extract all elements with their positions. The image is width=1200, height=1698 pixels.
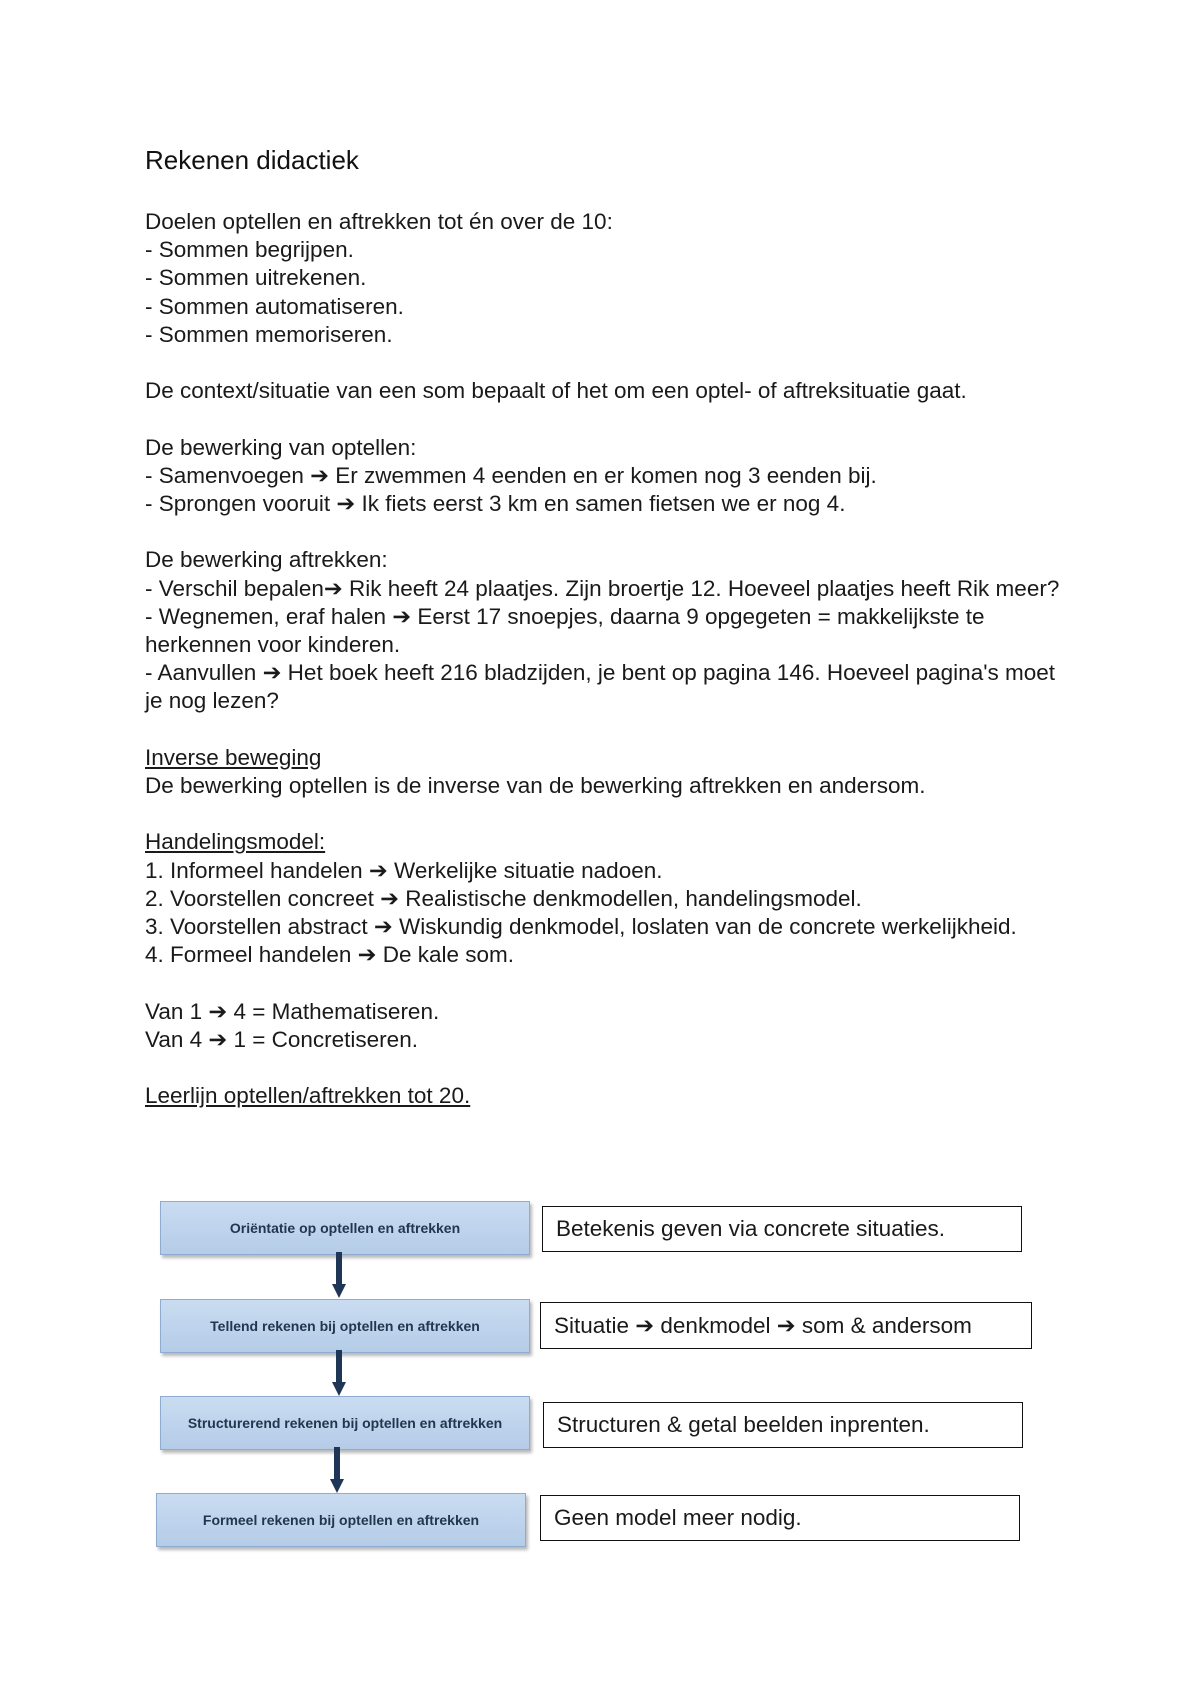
text-line: Van 1 ➔ 4 = Mathematiseren. (145, 998, 440, 1024)
flow-note-2: Situatie ➔ denkmodel ➔ som & andersom (540, 1302, 1032, 1349)
section-heading: Inverse beweging (145, 744, 322, 770)
flow-step-formeel: Formeel rekenen bij optellen en aftrekken (156, 1493, 526, 1547)
text-line: - Sprongen vooruit ➔ Ik fiets eerst 3 km en samen fietsen we er nog 4. (145, 491, 846, 516)
text-line: - Verschil bepalen➔ Rik heeft 24 plaatjes. Zijn broertje 12. Hoeveel plaatjes heeft Rik meer? (145, 575, 1060, 601)
section-heading: Leerlijn optellen/aftrekken tot 20. (145, 1083, 471, 1109)
section-heading: Handelingsmodel: (145, 829, 326, 855)
blank-line (145, 969, 1075, 997)
text-line: - Samenvoegen ➔ Er zwemmen 4 eenden en er komen nog 3 eenden bij. (145, 462, 877, 488)
text-line: - Sommen memoriseren. (145, 321, 393, 347)
text-line: De context/situatie van een som bepaalt of het om een optel- of aftreksituatie gaat. (145, 378, 967, 404)
blank-line (145, 1054, 1075, 1082)
text-line: 2. Voorstellen concreet ➔ Realistische denkmodellen, handelingsmodel. (145, 885, 862, 911)
down-arrow-icon (330, 1447, 344, 1493)
blank-line (145, 716, 1075, 744)
text-line: - Aanvullen ➔ Het boek heeft 216 bladzijden, je bent op pagina 146. Hoeveel pagina's moet je nog lezen? (145, 660, 1056, 714)
text-line: - Sommen automatiseren. (145, 293, 404, 319)
blank-line (145, 405, 1075, 433)
text-line: De bewerking optellen is de inverse van de bewerking aftrekken en andersom. (145, 773, 926, 798)
text-line: - Sommen begrijpen. (145, 237, 354, 263)
flow-note-1: Betekenis geven via concrete situaties. (542, 1206, 1022, 1252)
blank-line (145, 349, 1075, 377)
down-arrow-icon (332, 1350, 346, 1396)
down-arrow-icon (332, 1252, 346, 1298)
blank-line (145, 800, 1075, 828)
text-line: 3. Voorstellen abstract ➔ Wiskundig denkmodel, loslaten van de concrete werkelijkheid. (145, 914, 1017, 939)
text-line: Doelen optellen en aftrekken tot én over de 10: (145, 209, 613, 234)
blank-line (145, 518, 1075, 546)
text-line: De bewerking van optellen: (145, 434, 417, 460)
flow-step-orientation: Oriëntatie op optellen en aftrekken (160, 1201, 530, 1255)
text-line: 1. Informeel handelen ➔ Werkelijke situatie nadoen. (145, 857, 663, 883)
text-line: - Sommen uitrekenen. (145, 265, 367, 291)
flow-note-4: Geen model meer nodig. (540, 1495, 1020, 1541)
page-title: Rekenen didactiek (145, 145, 359, 175)
text-line: Van 4 ➔ 1 = Concretiseren. (145, 1026, 418, 1052)
flow-step-structurerend: Structurerend rekenen bij optellen en aftrekken (160, 1396, 530, 1450)
flow-note-3: Structuren & getal beelden inprenten. (543, 1402, 1023, 1448)
text-line: - Wegnemen, eraf halen ➔ Eerst 17 snoepjes, daarna 9 opgegeten = makkelijkste te herkennen voor kinderen. (145, 603, 985, 657)
text-line: De bewerking aftrekken: (145, 547, 388, 573)
body-text (145, 208, 1075, 1110)
text-line: 4. Formeel handelen ➔ De kale som. (145, 942, 515, 968)
flow-step-tellend: Tellend rekenen bij optellen en aftrekken (160, 1299, 530, 1353)
